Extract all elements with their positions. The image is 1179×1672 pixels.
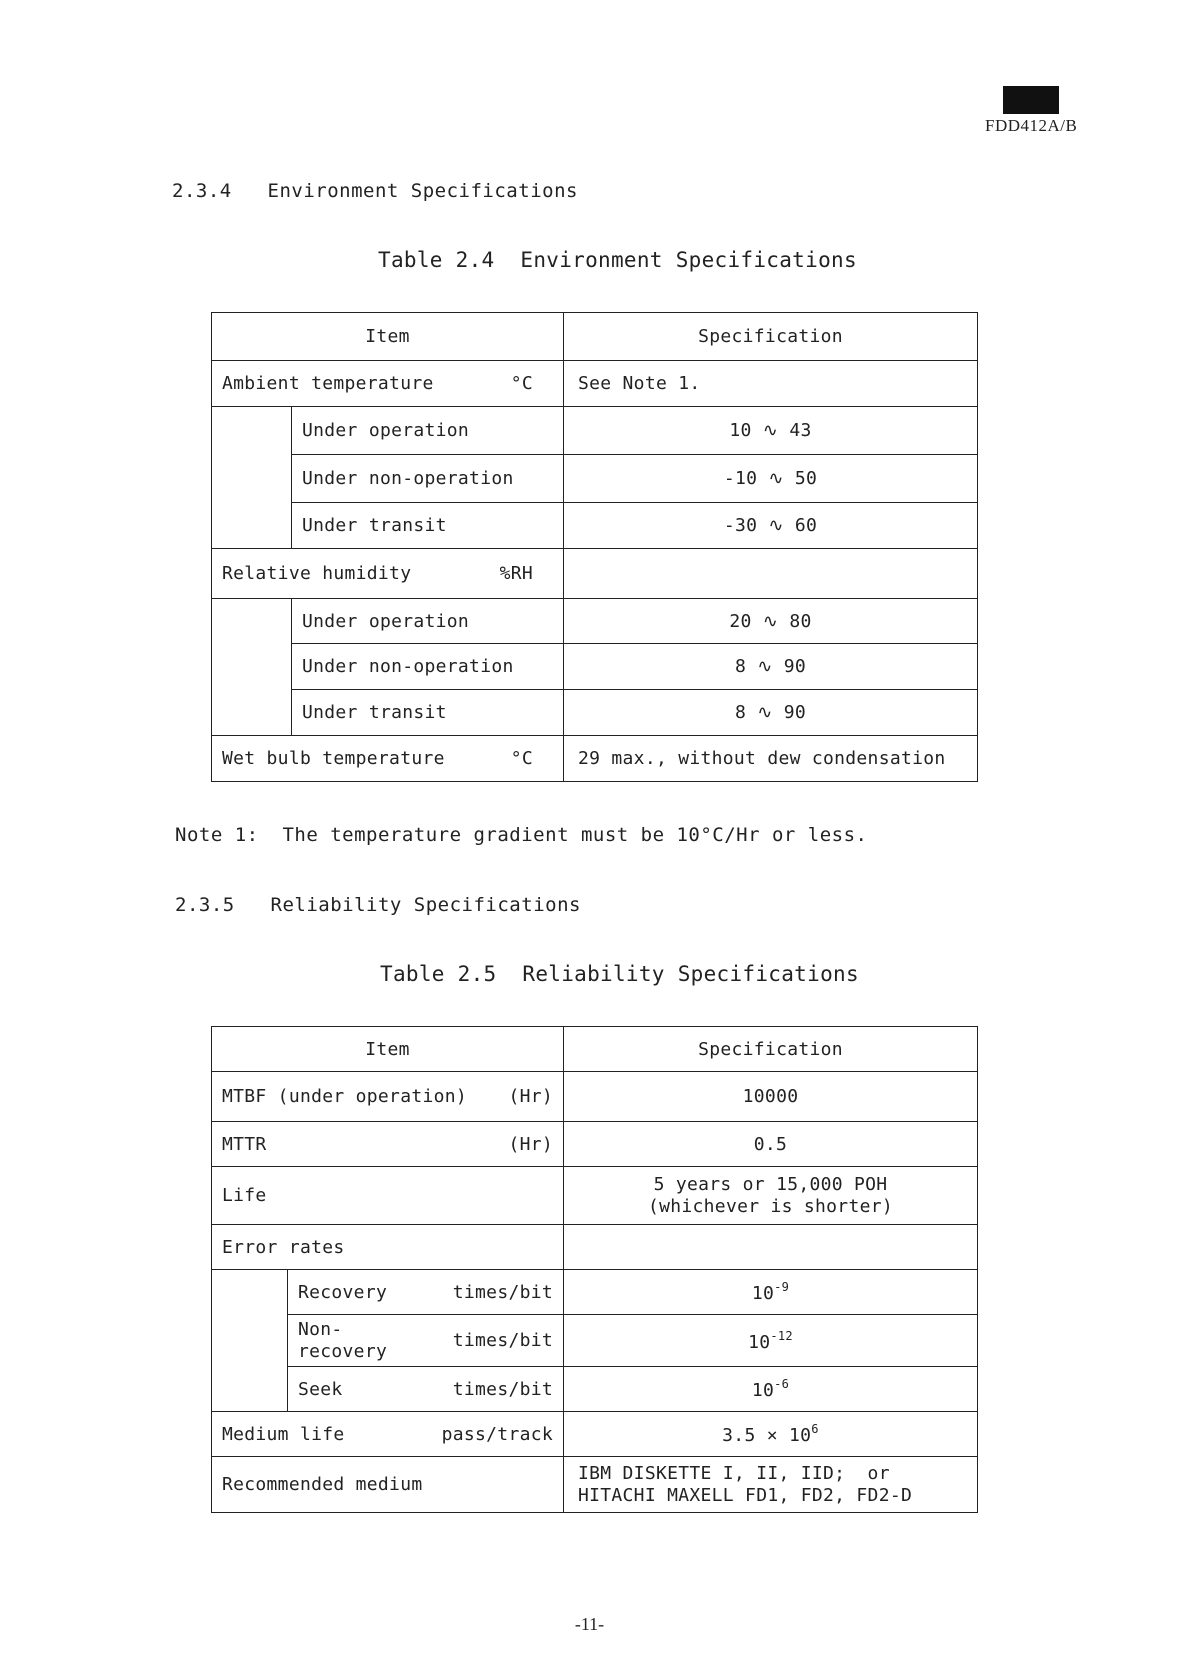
column-header-item: Item xyxy=(212,1027,564,1072)
section-title: Reliability Specifications xyxy=(270,894,581,916)
note-1 xyxy=(175,824,867,846)
medium-life-value xyxy=(564,1412,978,1457)
error-rates-label: Error rates xyxy=(212,1225,564,1270)
ambient-operation-value: 10 ∿ 43 xyxy=(564,407,978,455)
ambient-transit-label: Under transit xyxy=(292,503,564,549)
note-label: Note 1: xyxy=(175,824,259,846)
nonrecovery-exp: -12 xyxy=(770,1328,793,1343)
recommended-medium-value xyxy=(564,1457,978,1513)
section-title: Environment Specifications xyxy=(267,180,578,202)
ambient-label: Ambient temperature xyxy=(222,373,434,394)
wet-bulb-row xyxy=(212,736,564,782)
indent-spacer xyxy=(212,1270,288,1412)
humidity-operation-label: Under operation xyxy=(292,599,564,644)
recommended-line2: HITACHI MAXELL FD1, FD2, FD2-D xyxy=(578,1484,913,1506)
mttr-unit: (Hr) xyxy=(508,1133,553,1155)
mttr-label: MTTR xyxy=(222,1133,267,1155)
column-header-spec: Specification xyxy=(564,1027,978,1072)
reliability-table xyxy=(211,1026,978,1513)
mtbf-value: 10000 xyxy=(564,1072,978,1122)
seek-label: Seek xyxy=(298,1378,343,1400)
medium-life-base: 3.5 × 10 xyxy=(722,1425,812,1446)
humidity-nonoperation-label: Under non-operation xyxy=(292,644,564,690)
nonrecovery-label xyxy=(298,1319,387,1363)
ambient-temperature-row xyxy=(212,361,564,407)
humidity-nonoperation-value: 8 ∿ 90 xyxy=(564,644,978,690)
nonrecovery-value xyxy=(564,1315,978,1367)
page-number: -11- xyxy=(574,1614,605,1634)
column-header-spec: Specification xyxy=(564,313,978,361)
mttr-row xyxy=(212,1122,564,1167)
humidity-transit-label: Under transit xyxy=(292,690,564,736)
nonrecovery-label-line1: Non- xyxy=(298,1318,343,1340)
section-heading-environment xyxy=(172,180,578,202)
wetbulb-unit: °C xyxy=(510,748,533,769)
note-text: The temperature gradient must be 10°C/Hr or less. xyxy=(282,824,868,846)
life-value xyxy=(564,1167,978,1225)
medium-life-row xyxy=(212,1412,564,1457)
humidity-unit: %RH xyxy=(499,563,533,584)
seek-value xyxy=(564,1367,978,1412)
medium-life-label: Medium life xyxy=(222,1423,345,1445)
recommended-line1: IBM DISKETTE I, II, IID; or xyxy=(578,1462,890,1484)
nonrecovery-row xyxy=(288,1315,564,1367)
relative-humidity-row xyxy=(212,549,564,599)
life-label: Life xyxy=(212,1167,564,1225)
life-value-line2: (whichever is shorter) xyxy=(647,1195,893,1217)
indent-spacer xyxy=(212,407,292,549)
ambient-unit: °C xyxy=(510,373,533,394)
humidity-operation-value: 20 ∿ 80 xyxy=(564,599,978,644)
indent-spacer xyxy=(212,599,292,736)
document-id: FDD412A/B xyxy=(985,116,1078,135)
nonrecovery-label-line2: recovery xyxy=(298,1340,388,1362)
column-header-item: Item xyxy=(212,313,564,361)
recovery-value xyxy=(564,1270,978,1315)
medium-life-exp: 6 xyxy=(811,1422,819,1436)
recovery-row xyxy=(288,1270,564,1315)
recovery-exp: -9 xyxy=(774,1280,790,1294)
section-heading-reliability xyxy=(175,894,581,916)
error-rates-spec xyxy=(564,1225,978,1270)
seek-exp: -6 xyxy=(774,1377,790,1391)
nonrecovery-base: 10 xyxy=(748,1331,771,1353)
ambient-spec: See Note 1. xyxy=(564,361,978,407)
mtbf-row xyxy=(212,1072,564,1122)
wetbulb-spec: 29 max., without dew condensation xyxy=(564,736,978,782)
section-number: 2.3.4 xyxy=(172,180,232,202)
recommended-medium-label: Recommended medium xyxy=(212,1457,564,1513)
mtbf-label: MTBF (under operation) xyxy=(222,1086,468,1107)
seek-unit: times/bit xyxy=(452,1378,553,1400)
seek-row xyxy=(288,1367,564,1412)
ambient-transit-value: -30 ∿ 60 xyxy=(564,503,978,549)
ambient-operation-label: Under operation xyxy=(292,407,564,455)
medium-life-unit: pass/track xyxy=(441,1423,553,1445)
humidity-spec xyxy=(564,549,978,599)
life-value-line1: 5 years or 15,000 POH xyxy=(653,1173,888,1195)
seek-base: 10 xyxy=(751,1380,775,1401)
table-caption-reliability: Table 2.5 Reliability Specifications xyxy=(380,962,859,986)
table-caption-environment: Table 2.4 Environment Specifications xyxy=(378,248,857,272)
humidity-transit-value: 8 ∿ 90 xyxy=(564,690,978,736)
section-number: 2.3.5 xyxy=(175,894,235,916)
recovery-label: Recovery xyxy=(298,1281,388,1303)
document-badge xyxy=(1003,86,1059,114)
ambient-nonoperation-label: Under non-operation xyxy=(292,455,564,503)
humidity-label: Relative humidity xyxy=(222,563,412,584)
environment-table xyxy=(211,312,978,782)
mttr-value: 0.5 xyxy=(564,1122,978,1167)
wetbulb-label: Wet bulb temperature xyxy=(222,748,445,769)
ambient-nonoperation-value: -10 ∿ 50 xyxy=(564,455,978,503)
nonrecovery-unit: times/bit xyxy=(452,1330,553,1351)
recovery-base: 10 xyxy=(751,1283,775,1304)
mtbf-unit: (Hr) xyxy=(508,1086,553,1107)
recovery-unit: times/bit xyxy=(452,1281,553,1303)
